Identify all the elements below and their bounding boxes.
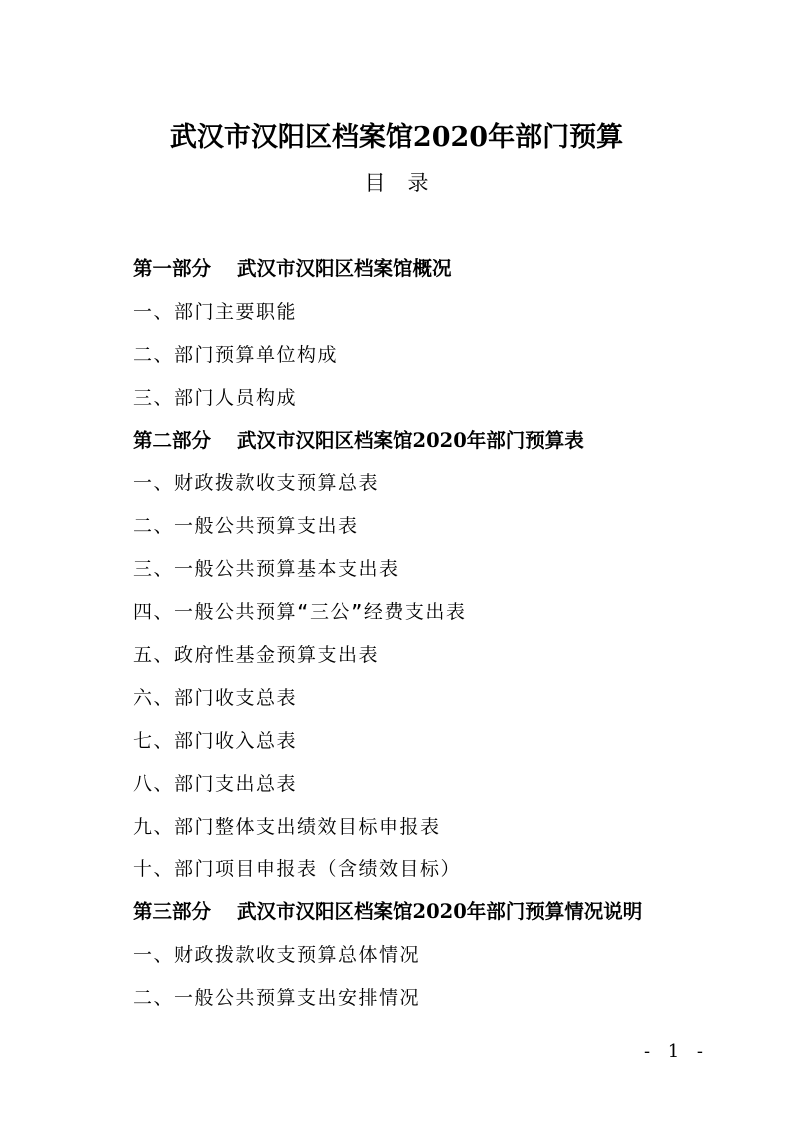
- toc-item: 六、部门收支总表: [133, 686, 298, 709]
- toc-item: 三、部门人员构成: [133, 386, 298, 409]
- part-label: 第三部分: [133, 900, 212, 924]
- part-label: 第一部分: [133, 257, 212, 280]
- table-of-contents: [133, 253, 642, 1025]
- toc-part-3: [133, 896, 642, 939]
- toc-item: 二、一般公共预算支出安排情况: [133, 987, 421, 1010]
- part-title: 武汉市汉阳区档案馆2020年部门预算情况说明: [237, 900, 643, 924]
- toc-item: 三、一般公共预算基本支出表: [133, 558, 400, 581]
- toc-item: 四、一般公共预算“三公”经费支出表: [133, 601, 467, 624]
- page-number: - 1 -: [643, 1041, 709, 1062]
- part-label: 第二部分: [133, 428, 212, 452]
- toc-item: 一、财政拨款收支预算总体情况: [133, 944, 421, 967]
- part-title: 武汉市汉阳区档案馆2020年部门预算表: [237, 428, 584, 452]
- toc-part-1: [133, 253, 642, 296]
- toc-item: 七、部门收入总表: [133, 729, 298, 752]
- part-title: 武汉市汉阳区档案馆概况: [237, 257, 452, 280]
- document-title: 武汉市汉阳区档案馆2020年部门预算: [169, 122, 624, 153]
- toc-item: 八、部门支出总表: [133, 772, 298, 795]
- toc-item: 九、部门整体支出绩效目标申报表: [133, 815, 441, 838]
- toc-item: 五、政府性基金预算支出表: [133, 644, 380, 667]
- toc-heading: 目录: [364, 171, 451, 195]
- toc-item: 二、一般公共预算支出表: [133, 515, 359, 538]
- toc-item: 一、财政拨款收支预算总表: [133, 472, 380, 495]
- toc-item: 二、部门预算单位构成: [133, 343, 339, 366]
- toc-item: 十、部门项目申报表（含绩效目标）: [133, 858, 462, 881]
- toc-item: 一、部门主要职能: [133, 300, 298, 323]
- toc-part-2: [133, 425, 642, 468]
